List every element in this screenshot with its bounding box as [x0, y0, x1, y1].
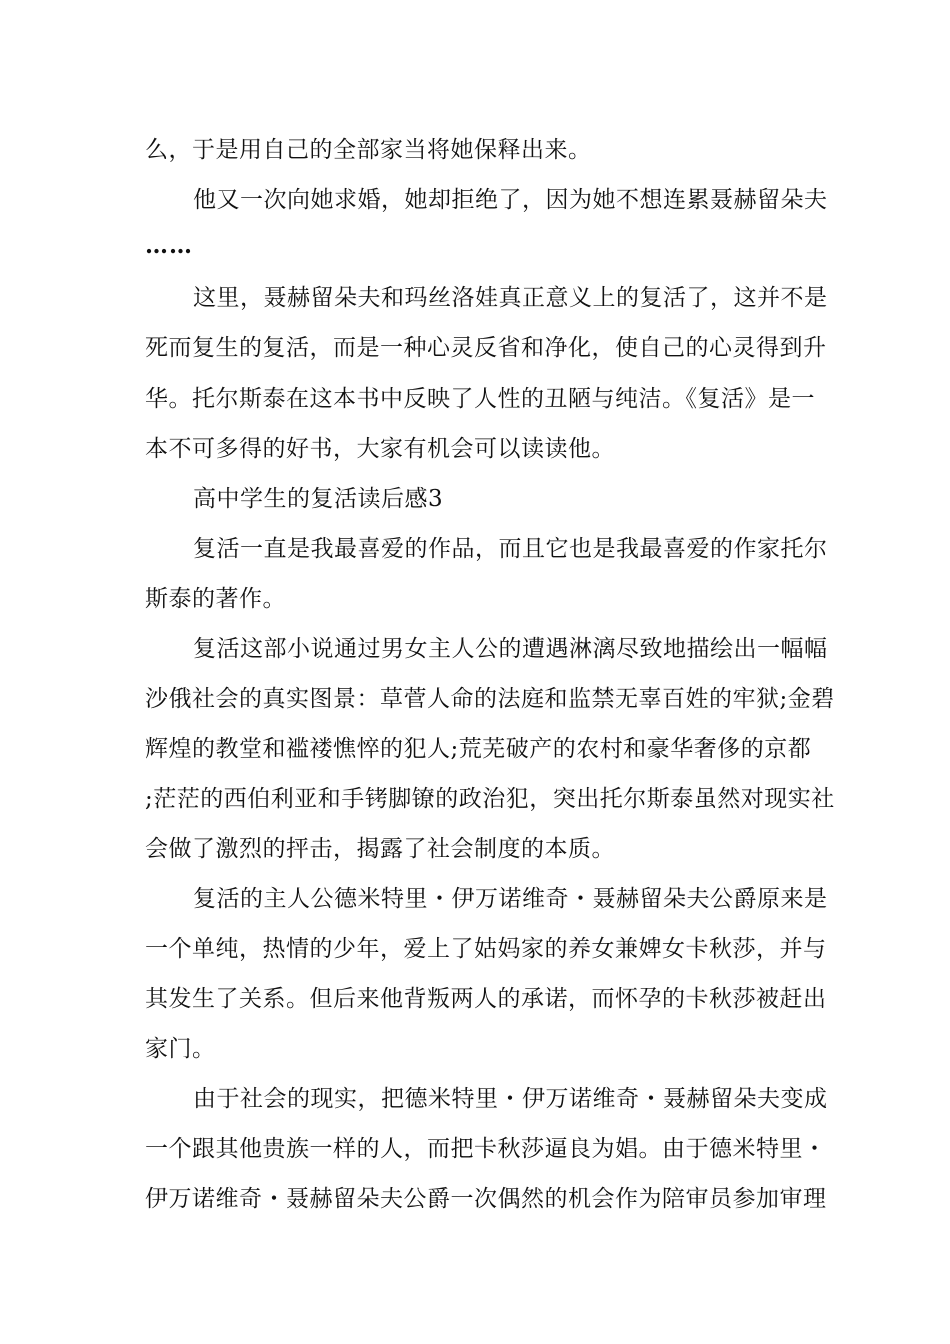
text-line: 一个单纯，热情的少年，爱上了姑妈家的养女兼婢女卡秋莎，并与 [145, 936, 827, 962]
text-line: 会做了激烈的抨击，揭露了社会制度的本质。 [145, 836, 615, 862]
text-line: 他又一次向她求婚，她却拒绝了，因为她不想连累聂赫留朵夫 [193, 187, 828, 213]
text-line: 复活的主人公德米特里・伊万诺维奇・聂赫留朵夫公爵原来是 [193, 886, 828, 912]
section-heading: 高中学生的复活读后感3 [193, 486, 444, 512]
text-line: 家门。 [145, 1036, 216, 1062]
text-line: 本不可多得的好书，大家有机会可以读读他。 [145, 436, 615, 462]
text-line: 辉煌的教堂和褴褛憔悴的犯人;荒芜破产的农村和豪华奢侈的京都 [145, 736, 812, 762]
text-line: 华。托尔斯泰在这本书中反映了人性的丑陋与纯洁。《复活》是一 [145, 386, 815, 412]
text-line: 复活这部小说通过男女主人公的遭遇淋漓尽致地描绘出一幅幅 [193, 636, 828, 662]
text-line: 沙俄社会的真实图景：草菅人命的法庭和监禁无辜百姓的牢狱;金碧 [145, 686, 835, 712]
text-line: 么，于是用自己的全部家当将她保释出来。 [145, 137, 592, 163]
text-line: 一个跟其他贵族一样的人，而把卡秋莎逼良为娼。由于德米特里・ [145, 1136, 827, 1162]
text-line: …… [145, 232, 193, 259]
text-line: 死而复生的复活，而是一种心灵反省和净化，使自己的心灵得到升 [145, 335, 827, 361]
text-line: 其发生了关系。但后来他背叛两人的承诺，而怀孕的卡秋莎被赶出 [145, 986, 827, 1012]
text-line: 复活一直是我最喜爱的作品，而且它也是我最喜爱的作家托尔 [193, 536, 828, 562]
text-line: 这里，聂赫留朵夫和玛丝洛娃真正意义上的复活了，这并不是 [193, 285, 828, 311]
text-line: 斯泰的著作。 [145, 586, 286, 612]
text-line: ;茫茫的西伯利亚和手铐脚镣的政治犯，突出托尔斯泰虽然对现实社 [145, 786, 835, 812]
text-line: 由于社会的现实，把德米特里・伊万诺维奇・聂赫留朵夫变成 [193, 1086, 828, 1112]
text-line: 伊万诺维奇・聂赫留朵夫公爵一次偶然的机会作为陪审员参加审理 [145, 1186, 827, 1212]
